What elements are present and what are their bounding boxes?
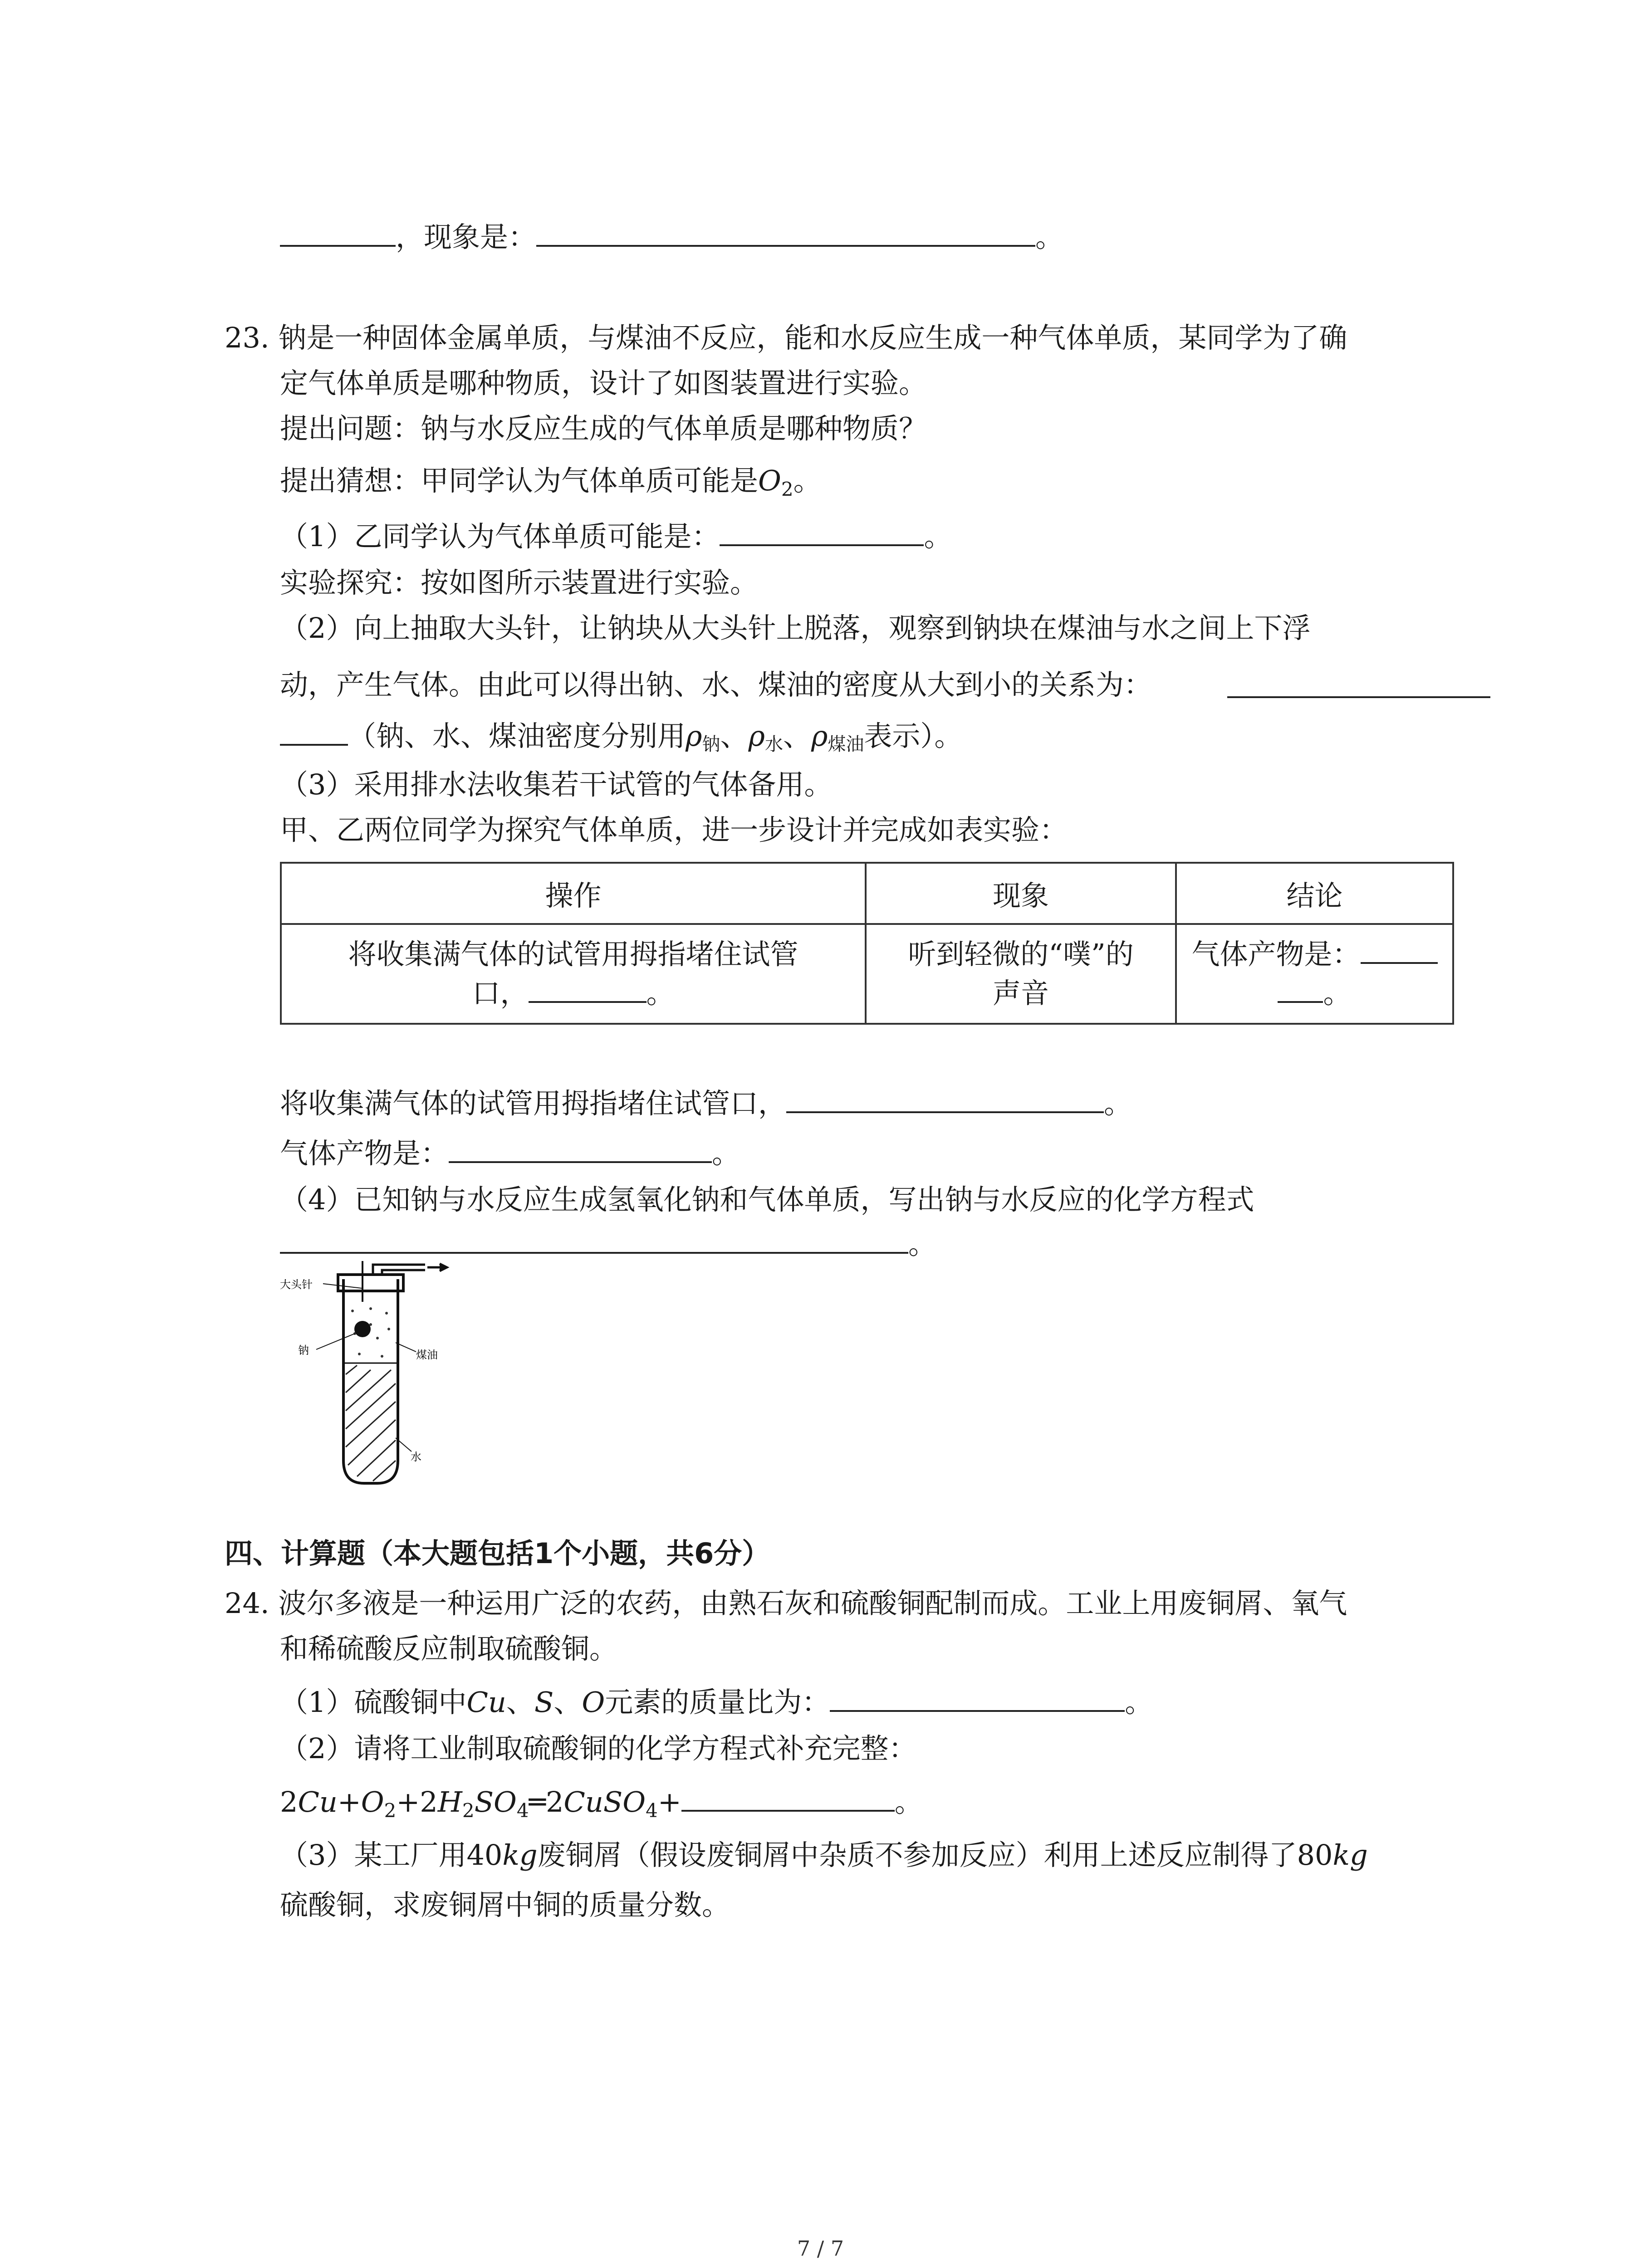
q24-p1-end: 。 (1125, 1686, 1153, 1719)
eq-coef2: 2 (545, 1785, 564, 1818)
repeat-product-text: 气体产物是： (280, 1137, 449, 1170)
q23-part1 (280, 517, 952, 555)
repeat-op-text: 将收集满气体的试管用拇指堵住试管口， (280, 1087, 787, 1120)
table-row (281, 924, 1453, 1024)
q23-part2-line2 (280, 667, 1152, 703)
q24-part3-line2: 硫酸铜，求废铜屑中铜的质量分数。 (280, 1888, 730, 1921)
q24-part1 (280, 1683, 1153, 1721)
q24-p3-text2: 废铜屑（假设废铜屑中杂质不参加反应）利用上述反应制得了80 (537, 1838, 1333, 1872)
op-line1: 将收集满气体的试管用拇指堵住试管 (348, 938, 798, 971)
water-hatching (346, 1365, 396, 1481)
apparatus-figure (280, 1261, 470, 1497)
eq-h-sub: 2 (462, 1799, 475, 1822)
q24-equation (280, 1783, 923, 1829)
hypothesis-text: 提出猜想：甲同学认为气体单质可能是 (280, 464, 759, 497)
eq-so4-sub: 4 (516, 1799, 529, 1822)
q23-stem-text1: 钠是一种固体金属单质，与煤油不反应，能和水反应生成一种气体单质，某同学为了确 (278, 321, 1347, 354)
q23-repeat-op (280, 1084, 1132, 1122)
conclusion-line2 (1190, 974, 1439, 1013)
eq-arrow: ═ (529, 1785, 546, 1818)
label-oil: 煤油 (416, 1349, 438, 1361)
q23-part4-answer (280, 1225, 936, 1262)
q24-part2: （2）请将工业制取硫酸铜的化学方程式补充完整： (280, 1732, 917, 1765)
table-cell-phenomenon (866, 924, 1176, 1024)
answer-blank[interactable] (449, 1134, 712, 1163)
q23-repeat-product (280, 1134, 740, 1172)
top-answer-line (280, 218, 1063, 255)
top-line-end: 。 (1035, 220, 1064, 254)
q24-p1-text2: 元素的质量比为： (605, 1686, 830, 1719)
unit-kg: kg (502, 1838, 538, 1872)
phenomenon-line2: 声音 (992, 977, 1049, 1010)
q23-part3: （3）采用排水法收集若干试管的气体备用。 (280, 768, 833, 801)
q24-p3-text: （3）某工厂用40 (280, 1838, 503, 1872)
answer-blank[interactable] (280, 1225, 908, 1254)
part4-end: 。 (908, 1227, 937, 1261)
answer-blank[interactable] (529, 976, 647, 1003)
eq-plus: +2 (396, 1785, 438, 1818)
sep: 、 (783, 719, 811, 753)
q24-stem-line1 (225, 1585, 1347, 1622)
eq-coef: 2 (280, 1785, 298, 1818)
q24-stem-text1: 波尔多液是一种运用广泛的农药，由熟石灰和硫酸铜配制而成。工业上用废铜屑、氧气 (278, 1587, 1347, 1620)
eq-cuso-sub: 4 (646, 1799, 658, 1822)
label-pin: 大头针 (280, 1278, 313, 1291)
q23-part4: （4）已知钠与水反应生成氢氧化钠和气体单质，写出钠与水反应的化学方程式 (280, 1183, 1254, 1216)
answer-blank[interactable] (1278, 976, 1323, 1003)
eq-plus: + (657, 1785, 681, 1818)
eq-cu: Cu (298, 1785, 338, 1818)
conclusion-text: 气体产物是： (1191, 938, 1361, 971)
q23-table-intro: 甲、乙两位同学为探究气体单质，进一步设计并完成如表实验： (280, 813, 1068, 846)
section4-title: 四、计算题（本大题包括1个小题，共6分） (225, 1537, 770, 1570)
sep: 、 (554, 1686, 582, 1719)
q23-explore: 实验探究：按如图所示装置进行实验。 (280, 566, 759, 599)
q24-stem-line2: 和稀硫酸反应制取硫酸铜。 (280, 1632, 618, 1665)
label-na: 钠 (298, 1344, 309, 1357)
sodium-block (354, 1321, 371, 1337)
conclusion-end: 。 (1323, 977, 1352, 1010)
rho-sub-na: 钠 (702, 734, 720, 755)
repeat-op-end: 。 (1104, 1087, 1132, 1120)
table-header: 操作 (281, 863, 866, 924)
experiment-table (280, 862, 1454, 1025)
phenomenon-line1: 听到轻微的“噗”的 (908, 938, 1134, 971)
answer-blank[interactable] (280, 218, 396, 247)
q23-part2-line3 (280, 717, 962, 763)
q23-number: 23. (225, 321, 269, 354)
table-header-row (281, 863, 1453, 924)
table-header: 现象 (866, 863, 1176, 924)
answer-blank[interactable] (720, 517, 924, 546)
rho-symbol: ρ (748, 719, 765, 753)
hypothesis-sub: 2 (781, 478, 794, 500)
q24-part3-line1 (280, 1837, 1368, 1873)
outlet-tube (373, 1264, 447, 1275)
repeat-product-end: 。 (712, 1137, 740, 1170)
eq-o-sub: 2 (384, 1799, 397, 1822)
element-s: S (534, 1686, 554, 1719)
table-cell-conclusion (1176, 924, 1453, 1024)
table-cell-operation (281, 924, 866, 1024)
answer-blank[interactable] (1361, 937, 1438, 964)
element-o: O (582, 1686, 605, 1719)
answer-blank[interactable] (786, 1084, 1104, 1113)
rho-sub-water: 水 (764, 734, 783, 755)
q23-part2-line1: （2）向上抽取大头针，让钠块从大头针上脱落，观察到钠块在煤油与水之间上下浮 (280, 611, 1311, 645)
q23-stem-line2: 定气体单质是哪种物质，设计了如图装置进行实验。 (280, 367, 927, 400)
eq-plus: + (337, 1785, 361, 1818)
answer-blank[interactable] (830, 1683, 1125, 1712)
hypothesis-formula: O (758, 464, 781, 497)
table-header: 结论 (1176, 863, 1453, 924)
q23-stem-line1 (225, 320, 1347, 356)
hypothesis-end: 。 (793, 464, 822, 497)
unit-kg: kg (1332, 1838, 1368, 1872)
q23-question: 提出问题：钠与水反应生成的气体单质是哪种物质？ (280, 412, 927, 445)
q24-p1-text: （1）硫酸铜中 (280, 1686, 467, 1719)
part2-line3-end: 表示）。 (864, 719, 963, 753)
op-line2-end: 。 (646, 977, 675, 1010)
eq-cuso: CuSO (563, 1785, 646, 1818)
q24-number: 24. (225, 1587, 269, 1620)
top-line-text: ，现象是： (396, 220, 537, 254)
op-line2-text: 口， (472, 977, 529, 1010)
sep: 、 (720, 719, 749, 753)
answer-blank[interactable] (681, 1783, 895, 1812)
label-water: 水 (411, 1451, 421, 1463)
part1-text: （1）乙同学认为气体单质可能是： (280, 520, 720, 553)
answer-blank[interactable] (280, 717, 348, 746)
rho-symbol: ρ (811, 719, 828, 753)
conclusion-line1 (1190, 935, 1439, 974)
eq-o: O (361, 1785, 384, 1818)
part2-text: 动，产生气体。由此可以得出钠、水、煤油的密度从大到小的关系为： (280, 668, 1152, 701)
part1-end: 。 (924, 520, 952, 553)
op-line2 (295, 974, 851, 1013)
part2-line3-text: （钠、水、煤油密度分别用 (348, 719, 686, 753)
eq-h: H (437, 1785, 462, 1818)
page-number: 7 / 7 (797, 2236, 844, 2261)
answer-blank[interactable] (1227, 669, 1490, 698)
eq-so4: SO (474, 1785, 517, 1818)
eq-end: 。 (894, 1785, 923, 1818)
rho-sub-oil: 煤油 (828, 734, 864, 755)
q23-hypothesis (280, 463, 822, 508)
answer-blank[interactable] (536, 218, 1035, 247)
rho-symbol: ρ (686, 719, 702, 753)
element-cu: Cu (466, 1686, 506, 1719)
sep: 、 (506, 1686, 534, 1719)
